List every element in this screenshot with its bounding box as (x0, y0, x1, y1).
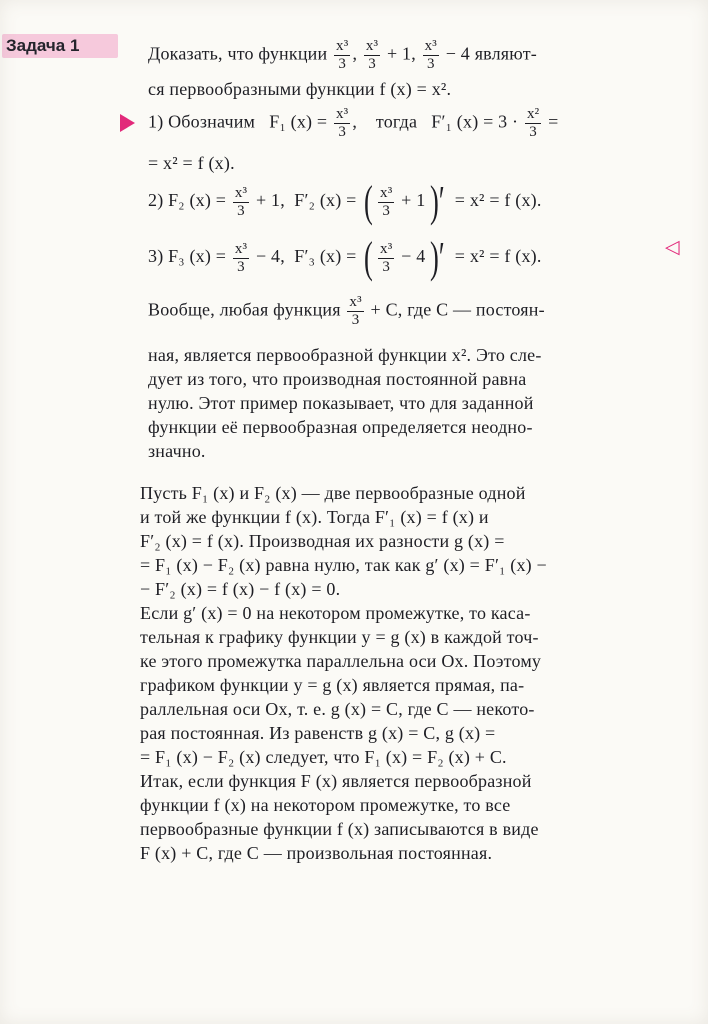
general-line2: ная, является первообразной функции x². Это сле- (148, 345, 542, 365)
general-line3: дует из того, что производная постоянной равна (148, 369, 527, 389)
theory-line: Если g′ (x) = 0 на некотором промежутке, то каса- (140, 603, 531, 623)
step1-then: тогда (375, 111, 418, 132)
general-line4: нулю. Этот пример показывает, что для заданной (148, 393, 534, 413)
theory-line: − F′₂ (x) = f (x) − f (x) = 0. (140, 579, 341, 599)
proof-step1-line1: 1) Обозначим F₁ (x) = $\frac{\text{x³}}{3}$ , тогда F′₁ (x) = 3 · $\frac{\text{x²}}{3}$ = (148, 106, 559, 140)
fraction-x3-over-3: $\frac{\text{x³}}{3}$ (380, 240, 393, 275)
fraction-x3-over-3: $\frac{\text{x³}}{3}$ (336, 38, 349, 72)
theory-line: = F₁ (x) − F₂ (x) следует, что F₁ (x) = F₂ (x) + C. (140, 747, 507, 767)
fraction-x3-over-3: $\frac{\text{x³}}{3}$ (365, 38, 379, 72)
theory-line: функции f (x) на некотором промежутке, то все (140, 795, 511, 815)
proof-end-triangle-icon: ◁ (665, 237, 680, 258)
theory-line: = F₁ (x) − F₂ (x) равна нулю, так как g′ (x) = F′₁ (x) − (140, 555, 547, 575)
task-label: Задача 1 (2, 34, 118, 58)
fraction-x3-over-3: $\frac{\text{x³}}{3}$ (380, 184, 393, 219)
theory-line: и той же функции f (x). Тогда F′₁ (x) = f (x) и (140, 507, 489, 527)
fraction-x3-over-3: $\frac{\text{x³}}{3}$ (234, 240, 248, 275)
paren-left: ( (364, 177, 374, 226)
paren-right: )′ (430, 177, 446, 226)
minus-four: − 4 (445, 43, 470, 64)
theory-line: рая постоянная. Из равенств g (x) = C, g (x) = (140, 723, 496, 743)
general-line5: функции её первообразная определяется неодно- (148, 417, 533, 437)
task-intro: Доказать, что функции (148, 43, 328, 64)
plus-one: + 1, (386, 43, 416, 64)
proof-start-triangle-icon (120, 114, 135, 132)
theory-line: тельная к графику функции y = g (x) в каждой точ- (140, 627, 539, 647)
theory-line: Пусть F₁ (x) и F₂ (x) — две первообразные одной (140, 483, 526, 503)
step1-derivative: F′₁ (x) = 3 · (431, 111, 519, 132)
fraction-x3-over-3: $\frac{\text{x³}}{3}$ (424, 38, 438, 72)
theory-line: F′₂ (x) = f (x). Производная их разности g (x) = (140, 531, 505, 551)
fraction-x3-over-3: $\frac{\text{x³}}{3}$ (335, 106, 349, 140)
fraction-x3-over-3: $\frac{\text{x³}}{3}$ (349, 294, 362, 328)
theory-line: раллельная оси Ox, т. е. g (x) = C, где C — некото- (140, 699, 535, 719)
task-statement-line2: ся первообразными функции f (x) = x². (148, 79, 452, 99)
fraction-x2-over-3: $\frac{\text{x²}}{3}$ (526, 106, 540, 140)
theory-line: F (x) + C, где C — произвольная постоянная. (140, 843, 493, 863)
theory-line: ке этого промежутка параллельна оси Ox. Поэтому (140, 651, 542, 671)
task-statement-line1: Доказать, что функции $\frac{\text{x³}}{3}$ , $\frac{\text{x³}}{3}$ + 1, $\frac{\text{x³}}{3}$ − 4 являют- (148, 38, 537, 72)
general-line6: значно. (148, 441, 206, 461)
theory-line: первообразные функции f (x) записываются в виде (140, 819, 539, 839)
task-line1-end: являют- (474, 43, 537, 64)
theory-line: графиком функции y = g (x) является прямая, па- (140, 675, 525, 695)
paren-right: )′ (430, 233, 446, 282)
theory-line: Итак, если функция F (x) является первообразной (140, 771, 532, 791)
proof-step2: 2) F₂ (x) = $\frac{\text{x³}}{3}$ + 1, F′₂ (x) = ( $\frac{\text{x³}}{3}$ + 1 )′ = x² = f (x). (148, 177, 542, 226)
paren-left: ( (364, 233, 374, 282)
proof-step1-line2: = x² = f (x). (148, 153, 235, 173)
fraction-x3-over-3: $\frac{\text{x³}}{3}$ (234, 184, 248, 219)
step1-f1: F₁ (x) = (269, 111, 328, 132)
general-line1: Вообще, любая функция $\frac{\text{x³}}{3}$ + C, где C — постоян- (148, 294, 545, 328)
step1-intro: 1) Обозначим (148, 111, 256, 132)
proof-step3: 3) F₃ (x) = $\frac{\text{x³}}{3}$ − 4, F′₃ (x) = ( $\frac{\text{x³}}{3}$ − 4 )′ = x² = f (x). (148, 233, 542, 282)
